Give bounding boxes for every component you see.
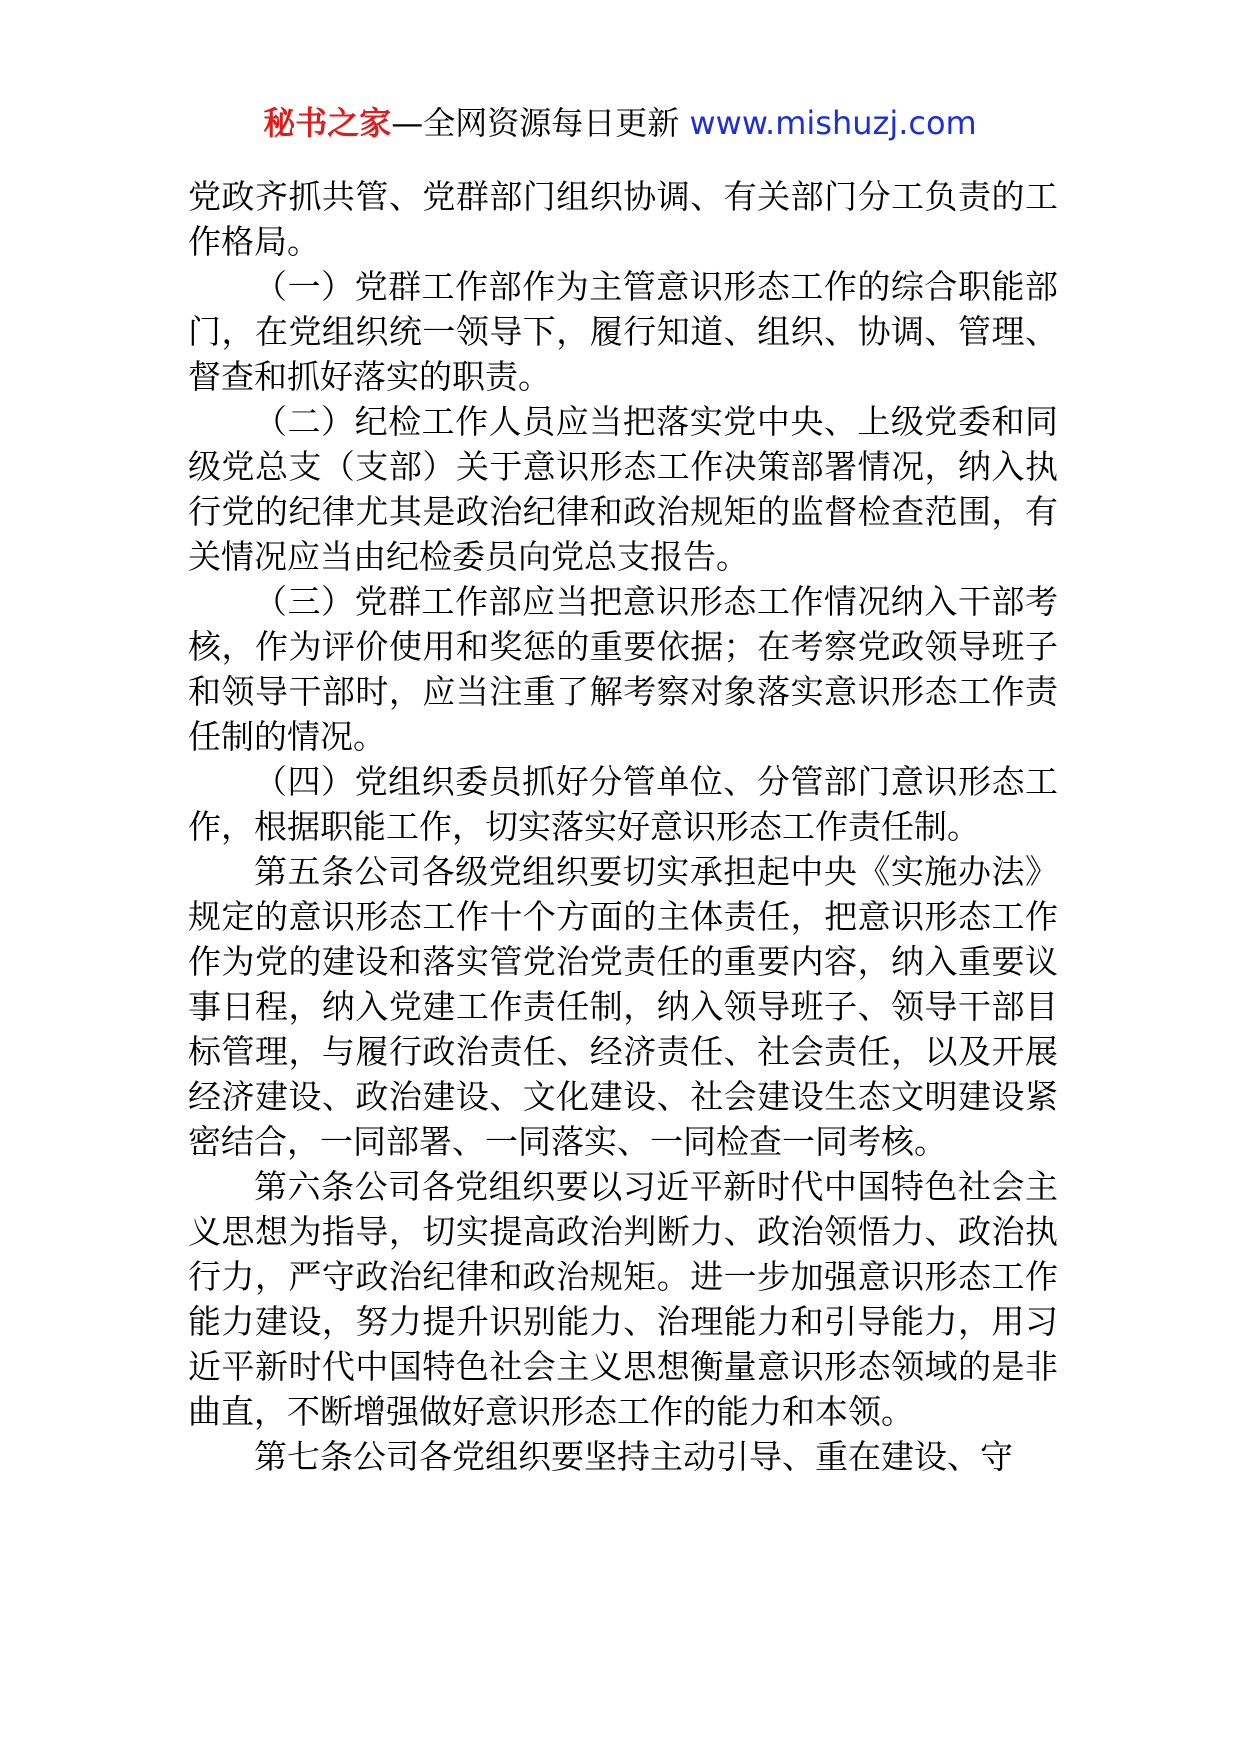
paragraph: （一）党群工作部作为主管意识形态工作的综合职能部门，在党组织统一领导下，履行知道、组织、协调、管理、督查和抓好落实的职责。 <box>188 267 1058 396</box>
paragraph: （二）纪检工作人员应当把落实党中央、上级党委和同级党总支（支部）关于意识形态工作决策部署情况，纳入执行党的纪律尤其是政治纪律和政治规矩的监督检查范围，有关情况应当由纪检委员向党总支报告。 <box>188 402 1058 576</box>
site-tagline: —全网资源每日更新 <box>391 104 690 142</box>
site-url[interactable]: www.mishuzj.com <box>689 104 977 142</box>
paragraph: （四）党组织委员抓好分管单位、分管部门意识形态工作，根据职能工作，切实落实好意识形态工作责任制。 <box>188 762 1058 846</box>
paragraph: （三）党群工作部应当把意识形态工作情况纳入干部考核，作为评价使用和奖惩的重要依据；在考察党政领导班子和领导干部时，应当注重了解考察对象落实意识形态工作责任制的情况。 <box>188 582 1058 756</box>
paragraph: 第五条公司各级党组织要切实承担起中央《实施办法》规定的意识形态工作十个方面的主体责任，把意识形态工作作为党的建设和落实管党治党责任的重要内容，纳入重要议事日程，纳入党建工作责任制，纳入领导班子、领导干部目标管理，与履行政治责任、经济责任、社会责任，以及开展经济建设、政治建设、文化建设、社会建设生态文明建设紧密结合，一同部署、一同落实、一同检查一同考核。 <box>188 852 1058 1161</box>
document-body <box>188 174 1058 1479</box>
paragraph: 党政齐抓共管、党群部门组织协调、有关部门分工负责的工作格局。 <box>188 177 1058 261</box>
site-header <box>0 100 1240 146</box>
site-brand: 秘书之家 <box>263 104 392 142</box>
paragraph: 第七条公司各党组织要坚持主动引导、重在建设、守 <box>254 1437 1013 1476</box>
paragraph: 第六条公司各党组织要以习近平新时代中国特色社会主义思想为指导，切实提高政治判断力、政治领悟力、政治执行力，严守政治纪律和政治规矩。进一步加强意识形态工作能力建设，努力提升识别能力、治理能力和引导能力，用习近平新时代中国特色社会主义思想衡量意识形态领域的是非曲直，不断增强做好意识形态工作的能力和本领。 <box>188 1167 1058 1431</box>
